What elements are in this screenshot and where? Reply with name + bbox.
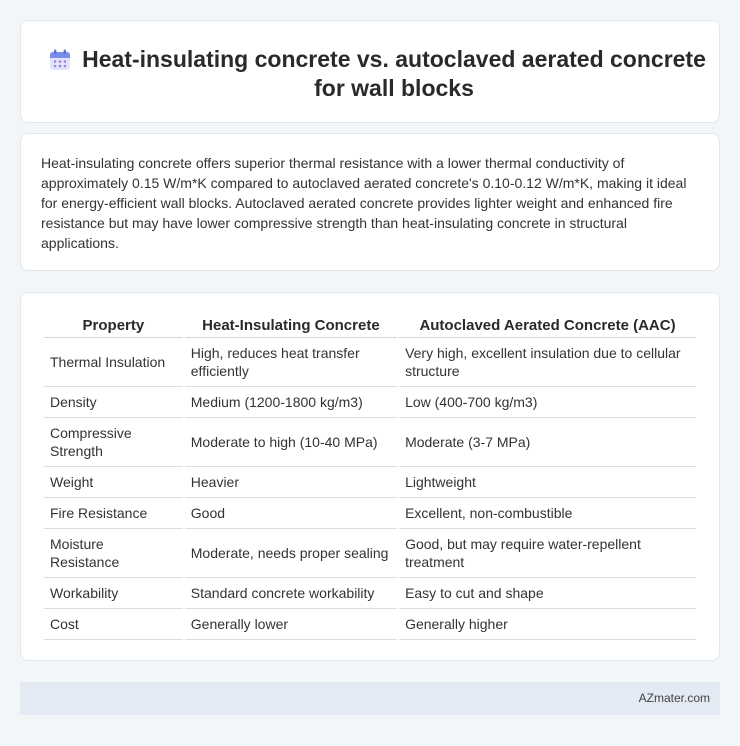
column-header-property: Property: [44, 315, 183, 338]
table-row: [44, 387, 696, 418]
column-header-aac: Autoclaved Aerated Concrete (AAC): [399, 315, 696, 338]
title-card: [20, 20, 720, 123]
table-row: [44, 609, 696, 640]
property-cell: Thermal Insulation: [44, 338, 183, 387]
footer-bar: [20, 682, 720, 715]
calendar-icon: [49, 49, 71, 71]
page-title: Heat-insulating concrete vs. autoclaved aerated concrete for wall blocks: [82, 46, 706, 101]
heat-insulating-cell: High, reduces heat transfer efficiently: [185, 338, 397, 387]
property-cell: Workability: [44, 578, 183, 609]
heat-insulating-cell: Generally lower: [185, 609, 397, 640]
table-row: [44, 338, 696, 387]
table-row: [44, 498, 696, 529]
property-cell: Cost: [44, 609, 183, 640]
footer-brand[interactable]: AZmater.com: [638, 691, 710, 705]
table-row: [44, 418, 696, 467]
table-row: [44, 578, 696, 609]
aac-cell: Easy to cut and shape: [399, 578, 696, 609]
heat-insulating-cell: Moderate to high (10-40 MPa): [185, 418, 397, 467]
summary-card: [20, 133, 720, 271]
heat-insulating-cell: Moderate, needs proper sealing: [185, 529, 397, 578]
heat-insulating-cell: Heavier: [185, 467, 397, 498]
table-row: [44, 529, 696, 578]
comparison-table-card: [20, 292, 720, 661]
aac-cell: Good, but may require water-repellent treatment: [399, 529, 696, 578]
property-cell: Density: [44, 387, 183, 418]
heat-insulating-cell: Good: [185, 498, 397, 529]
table-header-row: [44, 315, 696, 338]
property-cell: Moisture Resistance: [44, 529, 183, 578]
heat-insulating-cell: Standard concrete workability: [185, 578, 397, 609]
aac-cell: Very high, excellent insulation due to cellular structure: [399, 338, 696, 387]
aac-cell: Generally higher: [399, 609, 696, 640]
table-row: [44, 467, 696, 498]
summary-paragraph: Heat-insulating concrete offers superior thermal resistance with a lower thermal conductivity of approximately 0.15 W/m*K compared to autoclaved aerated concrete's 0.10-0.12 W/m*K, making it ideal for energy-efficient wall blocks. Autoclaved aerated concrete provides lighter weight and enhanced fire resistance but may have lower compressive strength than heat-insulating concrete in structural applications.: [41, 155, 687, 251]
column-header-heat-insulating: Heat-Insulating Concrete: [185, 315, 397, 338]
property-cell: Weight: [44, 467, 183, 498]
property-cell: Fire Resistance: [44, 498, 183, 529]
heat-insulating-cell: Medium (1200-1800 kg/m3): [185, 387, 397, 418]
aac-cell: Excellent, non-combustible: [399, 498, 696, 529]
comparison-table: [42, 315, 698, 640]
aac-cell: Lightweight: [399, 467, 696, 498]
property-cell: Compressive Strength: [44, 418, 183, 467]
aac-cell: Low (400-700 kg/m3): [399, 387, 696, 418]
aac-cell: Moderate (3-7 MPa): [399, 418, 696, 467]
